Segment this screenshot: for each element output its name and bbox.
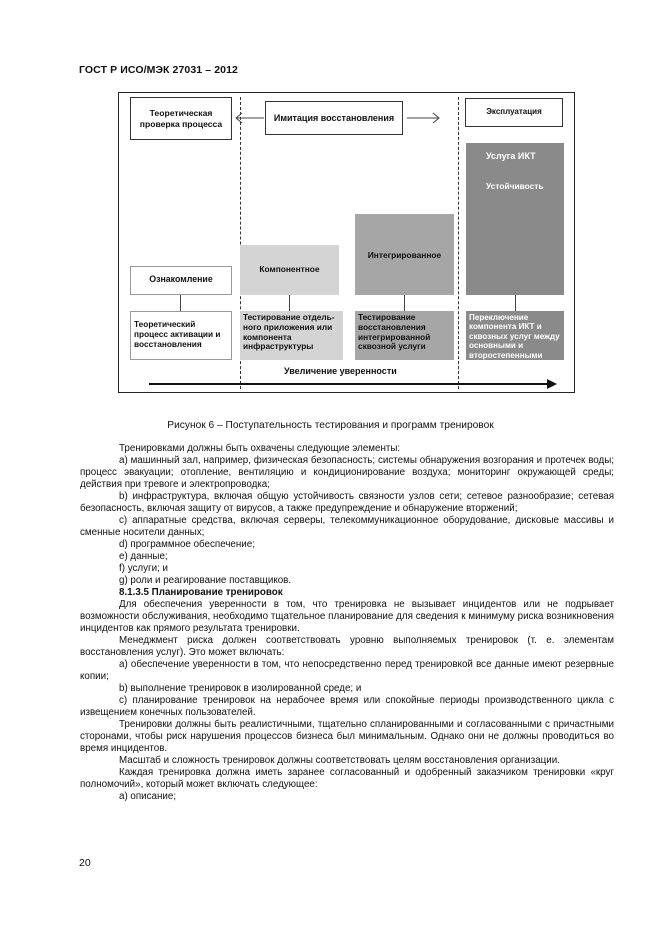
arrow-right-icon bbox=[405, 112, 441, 124]
familiarization-label: Ознакомление bbox=[149, 273, 213, 284]
paragraph: a) обеспечение уверенности в том, что непосредственно перед тренировкой все данные имеют резервные копии; bbox=[80, 659, 614, 682]
paragraph: Масштаб и сложность тренировок должны соответствовать целям восстановления организации. bbox=[119, 755, 560, 766]
paragraph: Тренировками должны быть охвачены следующие элементы: bbox=[119, 443, 401, 454]
bottom-box-theoretical: Теоретический процесс активации и восстановления bbox=[130, 311, 232, 360]
bottom-box-integrated: Тестирование восстановления интегрированной сквозной услуги bbox=[355, 311, 454, 360]
theory-check-box: Теоретическая проверка процесса bbox=[130, 97, 232, 140]
integrated-label: Интегрированное bbox=[367, 249, 442, 260]
stability-label: Устойчивость bbox=[486, 181, 544, 191]
paragraph: e) данные; bbox=[119, 551, 168, 562]
confidence-growth-label: Увеличение уверенности bbox=[284, 366, 397, 376]
paragraph: Каждая тренировка должна иметь заранее согласованный и одобренный заказчиком тренировки «круг полномочий», который может включать следующее: bbox=[80, 767, 614, 790]
arrow-left-icon bbox=[234, 112, 266, 124]
connector-2 bbox=[289, 295, 290, 311]
arrow-right-icon bbox=[547, 379, 557, 389]
connector-3 bbox=[404, 295, 405, 311]
bottom-box-switching: Переключение компонента ИКТ и сквозных услуг между основными и второстепенными bbox=[466, 311, 564, 360]
body-text bbox=[80, 443, 614, 803]
connector-4 bbox=[515, 295, 516, 311]
page-header: ГОСТ Р ИСО/МЭК 27031 – 2012 bbox=[79, 64, 238, 76]
page-number: 20 bbox=[79, 857, 91, 869]
figure-caption: Рисунок 6 – Поступательность тестирования и программ тренировок bbox=[167, 420, 494, 431]
paragraph: d) программное обеспечение; bbox=[119, 539, 255, 550]
section-heading: 8.1.3.5 Планирование тренировок bbox=[119, 587, 283, 598]
paragraph: Для обеспечения уверенности в том, что тренировка не вызывает инцидентов или не подрывает возможности обслуживания, необходимо тщательное планирование для сведения к минимуму риска возникновения инцидентов как прямого результата тренировки. bbox=[80, 599, 614, 634]
connector-1 bbox=[180, 295, 181, 311]
paragraph: Менеджмент риска должен соответствовать уровню выполняемых тренировок (т. е. элементам восстановления услуг). Это может включать: bbox=[80, 635, 614, 658]
paragraph: f) услуги; и bbox=[119, 563, 168, 574]
paragraph: c) аппаратные средства, включая серверы, телекоммуникационное оборудование, дисковые массивы и сменные носители данных; bbox=[80, 515, 614, 538]
component-label: Компонентное bbox=[259, 263, 320, 274]
dashed-divider-right bbox=[458, 97, 459, 389]
imitation-box: Имитация восстановления bbox=[265, 101, 403, 135]
exploitation-box: Эксплуатация bbox=[465, 98, 563, 127]
paragraph: b) инфраструктура, включая общую устойчивость связности узлов сети; сетевое разнообразие; сетевая безопасность, включая защиту от вирусов, а также предупреждение и обнаружение вторжений; bbox=[80, 491, 614, 514]
paragraph: a) машинный зал, например, физическая безопасность; системы обнаружения возгорания и протечек воды; процесс эвакуации; отопление, вентиляцию и кондиционирование воздуха; мониторинг окружающей среды; действия при тревоге и электропроводка; bbox=[80, 455, 614, 490]
paragraph: b) выполнение тренировок в изолированной среде; и bbox=[119, 683, 362, 694]
bottom-box-component: Тестирование отдель-ного приложения или компонента инфраструктуры bbox=[240, 311, 343, 360]
paragraph: Тренировки должны быть реалистичными, тщательно спланированными и согласованными с причастными сторонами, чтобы риск нарушения процессов бизнеса был минимальным. Однако они не должны проводиться во время инцидентов. bbox=[80, 719, 614, 754]
paragraph: c) планирование тренировок на нерабочее время или спокойные периоды производственного цикла с извещением конечных пользователей. bbox=[80, 695, 614, 718]
ict-service-label: Услуга ИКТ bbox=[486, 151, 536, 161]
figure-diagram bbox=[118, 92, 575, 393]
confidence-arrow-line bbox=[149, 383, 549, 385]
paragraph: g) роли и реагирование поставщиков. bbox=[119, 575, 292, 586]
paragraph: a) описание; bbox=[119, 791, 177, 802]
ict-service-column bbox=[466, 143, 564, 295]
